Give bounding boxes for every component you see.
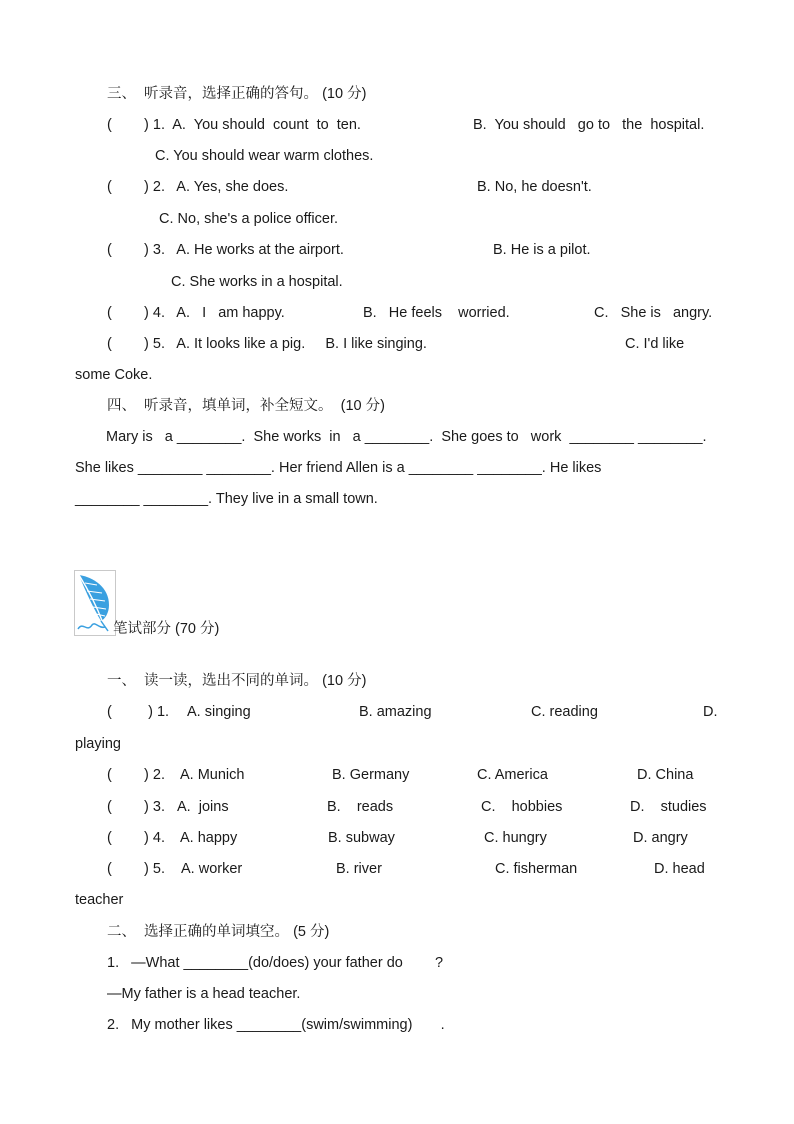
q3-2-option-b: B. No, he doesn't.	[477, 179, 592, 195]
q3-5-options-ab: ( ) 5. A. It looks like a pig. B. I like singing.	[107, 336, 427, 352]
q3-5-option-c: C. I'd like	[625, 336, 685, 352]
q3-3-option-b: B. He is a pilot.	[493, 242, 591, 258]
q1-1-option-d-wrap: playing	[75, 736, 121, 752]
passage-line-2: She likes ________ ________. Her friend Allen is a ________ ________. He likes	[75, 460, 602, 476]
q1-2-option-b: B. Germany	[332, 767, 410, 783]
q2-1-answer-line: —My father is a head teacher.	[107, 986, 301, 1002]
feather-quill-icon	[74, 570, 116, 636]
q3-5-option-c-wrap: some Coke.	[75, 367, 153, 383]
q1-2-option-d: D. China	[637, 767, 694, 783]
q1-1-option-a: A. singing	[187, 704, 251, 720]
q1-2-option-a: A. Munich	[180, 767, 245, 783]
passage-line-1: Mary is a ________. She works in a ________. She goes to work ________ ________.	[106, 429, 707, 445]
q3-1-options-a: ( ) 1. A. You should count to ten.	[107, 117, 361, 133]
q1-2-number: ( ) 2.	[107, 767, 166, 783]
q1-3-option-c: C. hobbies	[481, 799, 563, 815]
q1-5-option-d-wrap: teacher	[75, 892, 124, 908]
q3-1-option-c: C. You should wear warm clothes.	[155, 148, 374, 164]
q1-2-option-c: C. America	[477, 767, 548, 783]
q1-1-option-c: C. reading	[531, 704, 598, 720]
q1-5-option-b: B. river	[336, 861, 382, 877]
q1-5-option-a: A. worker	[181, 861, 243, 877]
q1-4-option-c: C. hungry	[484, 830, 547, 846]
q3-2-options-a: ( ) 2. A. Yes, she does.	[107, 179, 289, 195]
q3-4-option-a: ( ) 4. A. I am happy.	[107, 305, 285, 321]
q3-1-option-b: B. You should go to the hospital.	[473, 117, 705, 133]
q3-3-option-c: C. She works in a hospital.	[171, 274, 343, 290]
q1-4-number: ( ) 4.	[107, 830, 166, 846]
q1-5-number: ( ) 5.	[107, 861, 166, 877]
q3-4-option-b: B. He feels worried.	[363, 305, 510, 321]
section-1-header: 一、 读一读，选出不同的单词。 (10 分)	[107, 673, 367, 689]
q1-4-option-a: A. happy	[180, 830, 238, 846]
q1-4-option-b: B. subway	[328, 830, 395, 846]
section-4-header: 四、 听录音，填单词，补全短文。 (10 分)	[107, 398, 385, 414]
q1-1-option-b: B. amazing	[359, 704, 432, 720]
written-part-title: 笔试部分 (70 分)	[113, 621, 220, 637]
section-3-header: 三、 听录音，选择正确的答句。 (10 分)	[107, 86, 367, 102]
q1-1-option-d: D.	[703, 704, 718, 720]
q1-3-option-b: B. reads	[327, 799, 394, 815]
q1-5-option-d: D. head	[654, 861, 705, 877]
q3-2-option-c: C. No, she's a police officer.	[159, 211, 339, 227]
q3-3-options-a: ( ) 3. A. He works at the airport.	[107, 242, 344, 258]
section-2-header: 二、 选择正确的单词填空。 (5 分)	[107, 924, 330, 940]
q3-4-option-c: C. She is angry.	[594, 305, 713, 321]
q1-5-option-c: C. fisherman	[495, 861, 578, 877]
passage-line-3: ________ ________. They live in a small town.	[75, 491, 378, 507]
q1-1-number: ( ) 1.	[107, 704, 170, 720]
q1-3-option-d: D. studies	[630, 799, 707, 815]
q2-2-question: 2. My mother likes ________(swim/swimming) .	[107, 1017, 445, 1033]
q1-4-option-d: D. angry	[633, 830, 688, 846]
q2-1-question: 1. —What ________(do/does) your father do ?	[107, 955, 444, 971]
q1-3-option-a: A. joins	[177, 799, 229, 815]
q1-3-number: ( ) 3.	[107, 799, 166, 815]
